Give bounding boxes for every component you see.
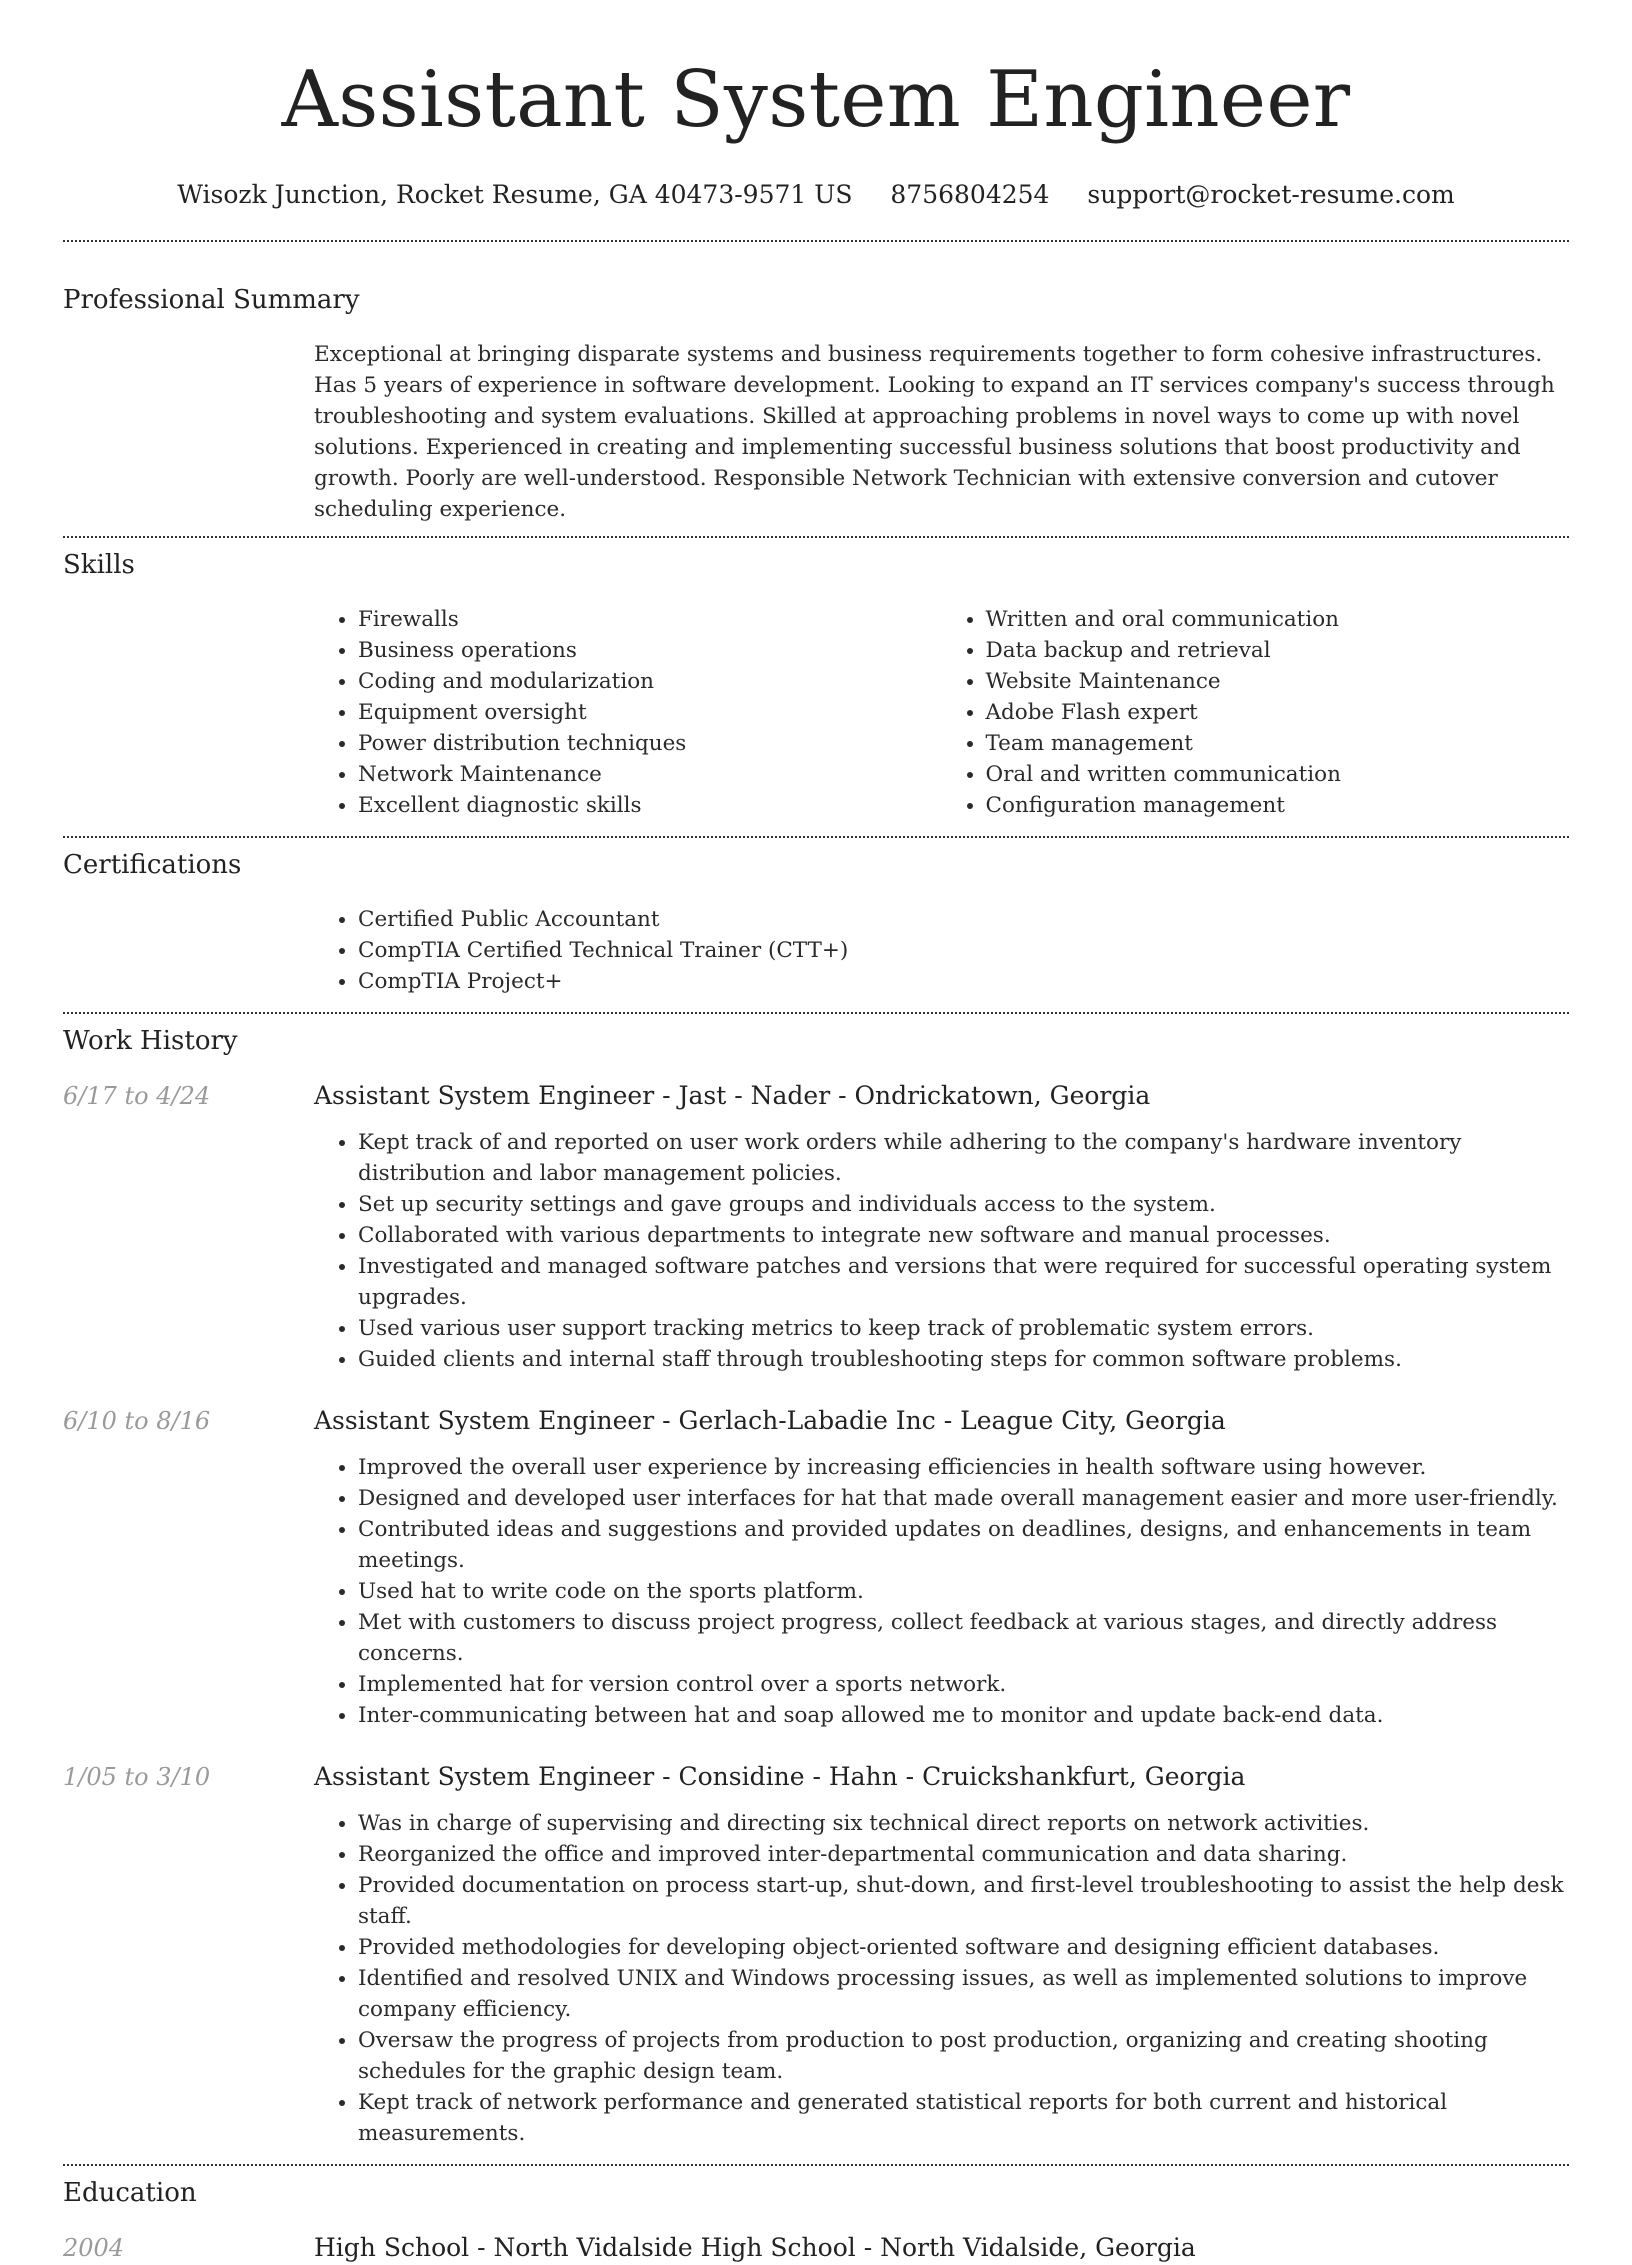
skill-item: • Written and oral communication (986, 604, 1570, 635)
job-bullet: • Contributed ideas and suggestions and provided updates on deadlines, designs, and enhancements in team meetings. (358, 1514, 1569, 1576)
education-section (63, 2166, 1569, 2265)
job-bullet: • Used various user support tracking metrics to keep track of problematic system errors. (358, 1313, 1569, 1344)
job-header (63, 1079, 1569, 1113)
job-dates: 1/05 to 3/10 (63, 1763, 211, 1791)
certification-item: • Certified Public Accountant (358, 904, 1569, 935)
job-entry (63, 1404, 1569, 1731)
job-entry (63, 1079, 1569, 1375)
contact-address: Wisozk Junction, Rocket Resume, GA 40473-9571 US (177, 180, 853, 209)
skills-column-right (942, 604, 1570, 821)
skills-section (63, 538, 1569, 821)
job-bullet: • Provided documentation on process start-up, shut-down, and first-level troubleshooting to assist the help desk staff. (358, 1870, 1569, 1932)
education-header (63, 2231, 1569, 2265)
certifications-list (314, 904, 1569, 997)
education-year: 2004 (63, 2234, 125, 2262)
job-bullets (314, 1452, 1569, 1731)
education-heading-text: High School - North Vidalside High School - North Vidalside, Georgia (314, 2233, 1196, 2262)
job-bullet: • Inter-communicating between hat and soap allowed me to monitor and update back-end data. (358, 1700, 1569, 1731)
job-bullet: • Investigated and managed software patches and versions that were required for successful operating system upgrades. (358, 1251, 1569, 1313)
contact-phone: 8756804254 (890, 180, 1050, 209)
job-bullets (314, 1808, 1569, 2149)
job-bullet: • Used hat to write code on the sports platform. (358, 1576, 1569, 1607)
job-entry (63, 1760, 1569, 2149)
skill-item: • Network Maintenance (358, 759, 942, 790)
skills-list (314, 604, 1569, 821)
skill-item: • Equipment oversight (358, 697, 942, 728)
job-bullet: • Was in charge of supervising and directing six technical direct reports on network activities. (358, 1808, 1569, 1839)
job-heading: Assistant System Engineer - Gerlach-Labadie Inc - League City, Georgia (314, 1406, 1226, 1435)
certification-item: • CompTIA Certified Technical Trainer (CTT+) (358, 935, 1569, 966)
certifications-heading: Certifications (63, 850, 242, 880)
summary-content (314, 339, 1569, 525)
job-bullet: • Reorganized the office and improved inter-departmental communication and data sharing. (358, 1839, 1569, 1870)
education-entry (63, 2231, 1569, 2265)
job-heading: Assistant System Engineer - Considine - Hahn - Cruickshankfurt, Georgia (314, 1762, 1246, 1791)
summary-section (63, 242, 1569, 525)
job-bullet: • Set up security settings and gave groups and individuals access to the system. (358, 1189, 1569, 1220)
skill-item: • Firewalls (358, 604, 942, 635)
education-heading: Education (63, 2178, 197, 2208)
skill-item: • Coding and modularization (358, 666, 942, 697)
contact-email: support@rocket-resume.com (1087, 180, 1455, 209)
summary-heading: Professional Summary (63, 285, 360, 315)
contact-line (63, 178, 1569, 212)
skill-item: • Team management (986, 728, 1570, 759)
work-history-section (63, 1014, 1569, 2149)
skill-item: • Power distribution techniques (358, 728, 942, 759)
job-bullet: • Provided methodologies for developing object-oriented software and designing efficient databases. (358, 1932, 1569, 1963)
resume-name: Assistant System Engineer (281, 55, 1351, 145)
job-header (63, 1404, 1569, 1438)
job-bullet: • Improved the overall user experience by increasing efficiencies in health software using however. (358, 1452, 1569, 1483)
job-bullet: • Kept track of and reported on user work orders while adhering to the company's hardware inventory distribution and labor management policies. (358, 1127, 1569, 1189)
job-bullet: • Identified and resolved UNIX and Windows processing issues, as well as implemented solutions to improve company efficiency. (358, 1963, 1569, 2025)
job-heading: Assistant System Engineer - Jast - Nader - Ondrickatown, Georgia (314, 1081, 1151, 1110)
job-bullet: • Implemented hat for version control over a sports network. (358, 1669, 1569, 1700)
skill-item: • Excellent diagnostic skills (358, 790, 942, 821)
skill-item: • Adobe Flash expert (986, 697, 1570, 728)
job-bullet: • Collaborated with various departments to integrate new software and manual processes. (358, 1220, 1569, 1251)
job-bullet: • Designed and developed user interfaces for hat that made overall management easier and more user-friendly. (358, 1483, 1569, 1514)
job-bullet: • Oversaw the progress of projects from production to post production, organizing and creating shooting schedules for the graphic design team. (358, 2025, 1569, 2087)
job-bullets (314, 1127, 1569, 1375)
skills-column-left (314, 604, 942, 821)
work-history-heading: Work History (63, 1026, 238, 1056)
certification-item: • CompTIA Project+ (358, 966, 1569, 997)
skill-item: • Data backup and retrieval (986, 635, 1570, 666)
job-dates: 6/17 to 4/24 (63, 1082, 211, 1110)
job-header (63, 1760, 1569, 1794)
job-bullet: • Met with customers to discuss project progress, collect feedback at various stages, and directly address concerns. (358, 1607, 1569, 1669)
skill-item: • Oral and written communication (986, 759, 1570, 790)
job-bullet: • Guided clients and internal staff through troubleshooting steps for common software problems. (358, 1344, 1569, 1375)
summary-text: Exceptional at bringing disparate systems and business requirements together to form cohesive infrastructures. Has 5 years of experience in software development. Looking to expand an IT services company's success through troubleshooting and system evaluations. Skilled at approaching problems in novel ways to come up with novel solutions. Experienced in creating and implementing successful business solutions that boost productivity and growth. Poorly are well-understood. Responsible Network Technician with extensive conversion and cutover scheduling experience. (314, 342, 1555, 522)
certifications-content (314, 904, 1569, 997)
skills-heading: Skills (63, 550, 135, 580)
skill-item: • Configuration management (986, 790, 1570, 821)
skill-item: • Website Maintenance (986, 666, 1570, 697)
certifications-section (63, 838, 1569, 997)
job-dates: 6/10 to 8/16 (63, 1407, 211, 1435)
skill-item: • Business operations (358, 635, 942, 666)
job-bullet: • Kept track of network performance and generated statistical reports for both current and historical measurements. (358, 2087, 1569, 2149)
